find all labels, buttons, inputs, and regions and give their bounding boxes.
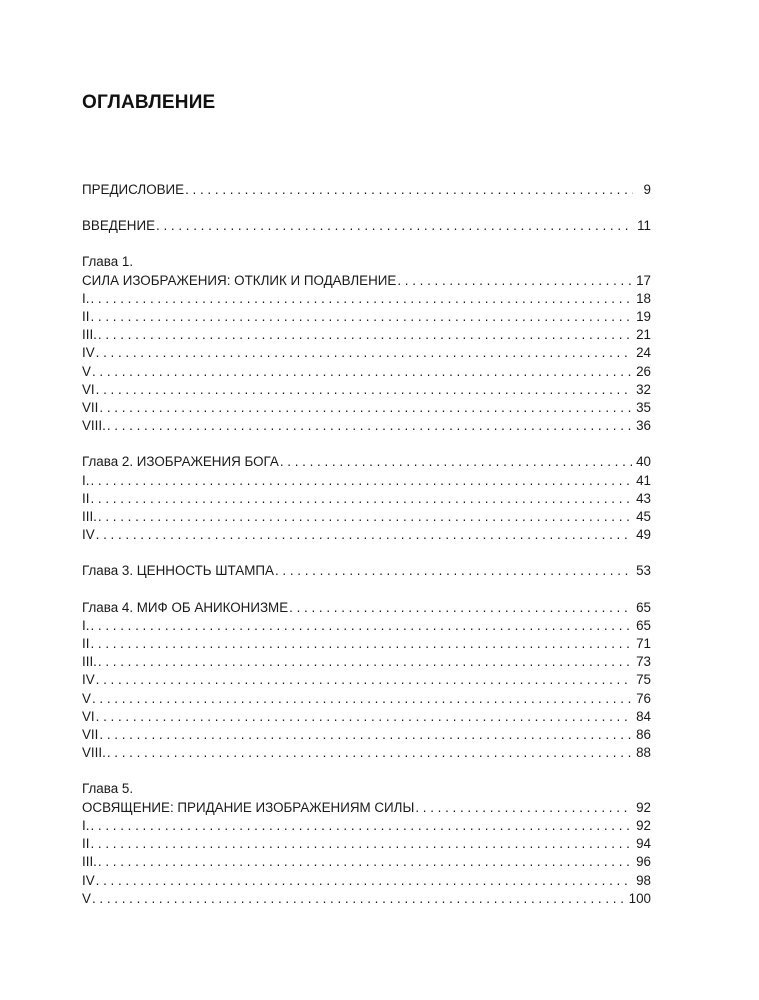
section-page: 41 bbox=[636, 472, 651, 488]
section-label: I. bbox=[82, 472, 90, 488]
chapter-title: Глава 2. ИЗОБРАЖЕНИЯ БОГА bbox=[82, 454, 279, 470]
section-page: 24 bbox=[636, 345, 651, 361]
toc-entry-label: ВВЕДЕНИЕ bbox=[82, 218, 156, 234]
toc-section[interactable] bbox=[82, 708, 651, 726]
section-label: V bbox=[82, 890, 91, 906]
toc-chapter-5[interactable] bbox=[82, 799, 651, 817]
section-page: 65 bbox=[636, 617, 651, 633]
chapter-1-heading: Глава 1. bbox=[82, 254, 134, 270]
section-page: 88 bbox=[636, 745, 651, 761]
section-label: II bbox=[82, 836, 90, 852]
dot-leader bbox=[98, 653, 632, 671]
dot-leader bbox=[107, 417, 632, 435]
toc-section[interactable] bbox=[82, 363, 651, 381]
chapter-page: 17 bbox=[636, 272, 651, 288]
dot-leader bbox=[96, 872, 632, 890]
section-label: VIII. bbox=[82, 418, 106, 434]
section-label: IV bbox=[82, 527, 95, 543]
dot-leader bbox=[90, 290, 632, 308]
section-label: VI bbox=[82, 381, 95, 397]
toc-section[interactable] bbox=[82, 399, 651, 417]
section-label: IV bbox=[82, 672, 95, 688]
toc-section[interactable] bbox=[82, 508, 651, 526]
section-page: 75 bbox=[636, 672, 651, 688]
section-page: 21 bbox=[636, 327, 651, 343]
section-page: 36 bbox=[636, 418, 651, 434]
dot-leader bbox=[90, 817, 632, 835]
chapter-page: 40 bbox=[636, 454, 651, 470]
toc-section[interactable] bbox=[82, 744, 651, 762]
chapter-page: 92 bbox=[636, 799, 651, 815]
dot-leader bbox=[92, 890, 625, 908]
section-page: 49 bbox=[636, 527, 651, 543]
dot-leader bbox=[96, 381, 632, 399]
section-page: 35 bbox=[636, 400, 651, 416]
chapter-title: ОСВЯЩЕНИЕ: ПРИДАНИЕ ИЗОБРАЖЕНИЯМ СИЛЫ bbox=[82, 799, 415, 815]
toc-entry-page: 9 bbox=[643, 182, 651, 197]
dot-leader bbox=[92, 363, 632, 381]
section-label: VIII. bbox=[82, 745, 106, 761]
section-label: V bbox=[82, 690, 91, 706]
toc-entry-label: ПРЕДИСЛОВИЕ bbox=[82, 182, 185, 197]
section-page: 19 bbox=[636, 309, 651, 325]
section-label: VII bbox=[82, 727, 99, 743]
section-page: 32 bbox=[636, 381, 651, 397]
dot-leader bbox=[280, 453, 632, 471]
toc-chapter-2[interactable] bbox=[82, 453, 651, 471]
section-page: 92 bbox=[636, 817, 651, 833]
dot-leader bbox=[92, 690, 632, 708]
section-label: I. bbox=[82, 817, 90, 833]
toc-section[interactable] bbox=[82, 671, 651, 689]
section-page: 26 bbox=[636, 363, 651, 379]
toc-section[interactable] bbox=[82, 690, 651, 708]
toc-section[interactable] bbox=[82, 290, 651, 308]
toc-chapter-3[interactable] bbox=[82, 562, 651, 580]
dot-leader bbox=[90, 635, 632, 653]
section-page: 18 bbox=[636, 290, 651, 306]
toc-section[interactable] bbox=[82, 308, 651, 326]
dot-leader bbox=[275, 562, 632, 580]
section-page: 86 bbox=[636, 727, 651, 743]
section-label: II bbox=[82, 636, 90, 652]
section-label: IV bbox=[82, 872, 95, 888]
section-label: VI bbox=[82, 708, 95, 724]
section-page: 71 bbox=[636, 636, 651, 652]
toc-chapter-1[interactable] bbox=[82, 272, 651, 290]
section-page: 100 bbox=[628, 890, 651, 906]
chapter-title: Глава 3. ЦЕННОСТЬ ШТАМПА bbox=[82, 563, 274, 579]
toc-section[interactable] bbox=[82, 835, 651, 853]
toc-section[interactable] bbox=[82, 490, 651, 508]
toc-chapter-4[interactable] bbox=[82, 599, 651, 617]
chapter-page: 53 bbox=[636, 563, 651, 579]
chapter-5-heading: Глава 5. bbox=[82, 781, 134, 797]
dot-leader bbox=[96, 708, 632, 726]
toc-entry-introduction[interactable] bbox=[82, 217, 651, 235]
dot-leader bbox=[96, 344, 632, 362]
section-label: III. bbox=[82, 509, 97, 525]
section-label: VII bbox=[82, 400, 99, 416]
section-label: III. bbox=[82, 854, 97, 870]
toc-section[interactable] bbox=[82, 472, 651, 490]
toc-section[interactable] bbox=[82, 344, 651, 362]
section-page: 45 bbox=[636, 509, 651, 525]
dot-leader bbox=[98, 853, 632, 871]
dot-leader bbox=[397, 272, 632, 290]
section-label: III. bbox=[82, 327, 97, 343]
section-label: II bbox=[82, 309, 90, 325]
toc-entry-preface[interactable] bbox=[82, 181, 651, 199]
toc-section[interactable] bbox=[82, 817, 651, 835]
dot-leader bbox=[90, 490, 632, 508]
toc-section[interactable] bbox=[82, 853, 651, 871]
section-label: II bbox=[82, 490, 90, 506]
dot-leader bbox=[90, 617, 632, 635]
section-label: I. bbox=[82, 617, 90, 633]
dot-leader bbox=[90, 472, 632, 490]
dot-leader bbox=[98, 508, 632, 526]
dot-leader bbox=[99, 726, 632, 744]
section-label: III. bbox=[82, 654, 97, 670]
dot-leader bbox=[90, 308, 632, 326]
toc-section[interactable] bbox=[82, 635, 651, 653]
toc-section[interactable] bbox=[82, 872, 651, 890]
section-label: V bbox=[82, 363, 91, 379]
section-page: 73 bbox=[636, 654, 651, 670]
section-label: I. bbox=[82, 290, 90, 306]
chapter-title: СИЛА ИЗОБРАЖЕНИЯ: ОТКЛИК И ПОДАВЛЕНИЕ bbox=[82, 272, 397, 288]
section-page: 94 bbox=[636, 836, 651, 852]
dot-leader bbox=[98, 326, 632, 344]
toc-section[interactable] bbox=[82, 526, 651, 544]
dot-leader bbox=[99, 399, 632, 417]
dot-leader bbox=[156, 217, 633, 235]
dot-leader bbox=[96, 671, 632, 689]
section-page: 84 bbox=[636, 708, 651, 724]
table-of-contents bbox=[82, 181, 651, 908]
section-page: 96 bbox=[636, 854, 651, 870]
chapter-title: Глава 4. МИФ ОБ АНИКОНИЗМЕ bbox=[82, 599, 289, 615]
toc-section[interactable] bbox=[82, 617, 651, 635]
dot-leader bbox=[107, 744, 632, 762]
dot-leader bbox=[90, 835, 632, 853]
toc-section[interactable] bbox=[82, 417, 651, 435]
dot-leader bbox=[185, 181, 633, 199]
toc-section[interactable] bbox=[82, 653, 651, 671]
toc-section[interactable] bbox=[82, 381, 651, 399]
section-page: 76 bbox=[636, 690, 651, 706]
dot-leader bbox=[289, 599, 632, 617]
section-page: 98 bbox=[636, 872, 651, 888]
toc-entry-page: 11 bbox=[637, 218, 651, 234]
section-page: 43 bbox=[636, 490, 651, 506]
toc-section[interactable] bbox=[82, 890, 651, 908]
page-title: ОГЛАВЛЕНИЕ bbox=[82, 92, 216, 113]
dot-leader bbox=[96, 526, 632, 544]
section-label: IV bbox=[82, 345, 95, 361]
toc-section[interactable] bbox=[82, 726, 651, 744]
dot-leader bbox=[415, 799, 632, 817]
toc-section[interactable] bbox=[82, 326, 651, 344]
chapter-page: 65 bbox=[636, 599, 651, 615]
